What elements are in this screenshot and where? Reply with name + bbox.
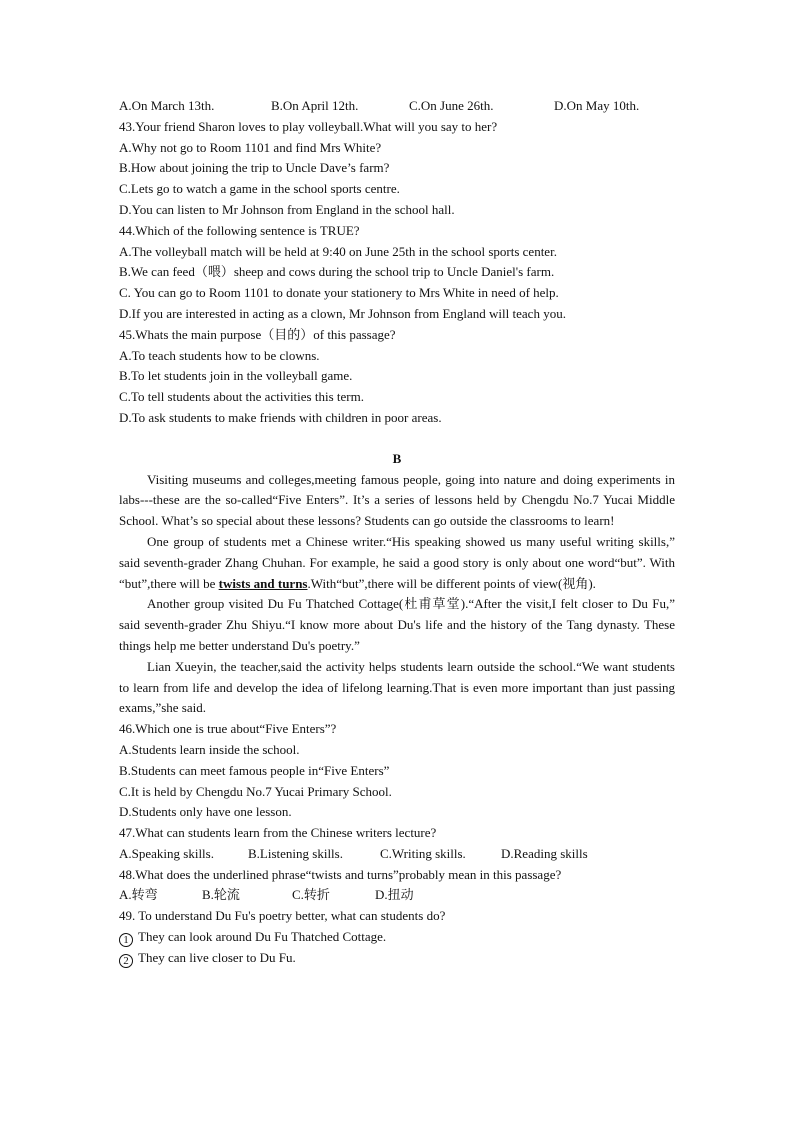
- q42-option-a: A.On March 13th.: [119, 98, 215, 113]
- q45-option-c: C.To tell students about the activities this term.: [119, 389, 364, 405]
- q46-option-b: B.Students can meet famous people in“Five Enters”: [119, 762, 390, 778]
- section-b-title: B: [392, 450, 402, 466]
- q46-option-a: A.Students learn inside the school.: [119, 741, 300, 757]
- q43-option-a: A.Why not go to Room 1101 and find Mrs White?: [119, 139, 382, 155]
- q45-option-b: B.To let students join in the volleyball game.: [119, 368, 353, 384]
- q47-options: [119, 844, 675, 865]
- underlined-phrase: twists and turns: [218, 575, 308, 591]
- q42-option-c: C.On June 26th.: [409, 98, 494, 113]
- paragraph-2-text-before: One group of students met a Chinese writer.“His speaking showed us many useful writing skills,” said seventh-grader Zhang Chuhan. For example, he said a good story is only about one word“but”. With “but”,there will be: [119, 533, 675, 591]
- q47-question: 47.What can students learn from the Chinese writers lecture?: [119, 825, 437, 841]
- q42-option-d: D.On May 10th.: [554, 98, 640, 113]
- q45-option-d: D.To ask students to make friends with children in poor areas.: [119, 409, 442, 425]
- q49-statement-1: [119, 927, 675, 948]
- q44-question: 44.Which of the following sentence is TRUE?: [119, 222, 360, 238]
- q43-question: 43.Your friend Sharon loves to play volleyball.What will you say to her?: [119, 118, 498, 134]
- q48-question: 48.What does the underlined phrase“twists and turns”probably mean in this passage?: [119, 866, 562, 882]
- q49-question: 49. To understand Du Fu's poetry better, what can students do?: [119, 908, 446, 924]
- q48-option-a: A.转弯: [119, 887, 158, 903]
- q45-question: 45.Whats the main purpose（目的）of this passage?: [119, 326, 396, 342]
- q48-option-b: B.轮流: [202, 887, 240, 903]
- q48-option-d: D.扭动: [375, 887, 414, 903]
- q46-question: 46.Which one is true about“Five Enters”?: [119, 721, 337, 737]
- q42-option-b: B.On April 12th.: [271, 98, 359, 113]
- q48-options: [119, 885, 675, 906]
- q43-option-d: D.You can listen to Mr Johnson from England in the school hall.: [119, 201, 455, 217]
- q44-option-c: C. You can go to Room 1101 to donate your stationery to Mrs White in need of help.: [119, 285, 559, 301]
- passage-paragraph-2: [119, 532, 675, 594]
- q47-option-b: B.Listening skills.: [248, 845, 343, 861]
- q45-option-a: A.To teach students how to be clowns.: [119, 347, 320, 363]
- circled-number-1: 1: [119, 933, 133, 947]
- q46-option-c: C.It is held by Chengdu No.7 Yucai Primary School.: [119, 783, 392, 799]
- paragraph-2-text-after: .With“but”,there will be different points of view(视角).: [307, 575, 596, 591]
- q44-option-a: A.The volleyball match will be held at 9:40 on June 25th in the school sports center.: [119, 243, 557, 259]
- q49-statement-2: [119, 948, 675, 969]
- passage-paragraph-4: Lian Xueyin, the teacher,said the activity helps students learn outside the school.“We want students to learn from life and develop the idea of lifelong learning.That is even more important than just passing exams,”she said.: [119, 658, 675, 716]
- q48-option-c: C.转折: [292, 887, 330, 903]
- q42-options: [119, 96, 675, 117]
- document-page: [119, 96, 675, 969]
- q49-statement-1-text: They can look around Du Fu Thatched Cottage.: [138, 929, 387, 945]
- q47-option-d: D.Reading skills: [501, 845, 588, 861]
- q44-option-b: B.We can feed（喂）sheep and cows during the school trip to Uncle Daniel's farm.: [119, 264, 555, 280]
- passage-paragraph-1: Visiting museums and colleges,meeting famous people, going into nature and doing experiments in labs---these are the so-called“Five Enters”. It’s a series of lessons held by Chengdu No.7 Yucai Middle School. What’s so special about these lessons? Students can go outside the classrooms to learn!: [119, 471, 675, 529]
- q47-option-c: C.Writing skills.: [380, 845, 466, 861]
- circled-number-2: 2: [119, 954, 133, 968]
- q43-option-c: C.Lets go to watch a game in the school sports centre.: [119, 181, 400, 197]
- q44-option-d: D.If you are interested in acting as a clown, Mr Johnson from England will teach you.: [119, 305, 566, 321]
- q47-option-a: A.Speaking skills.: [119, 845, 214, 861]
- q49-statement-2-text: They can live closer to Du Fu.: [138, 949, 296, 965]
- passage-paragraph-3: Another group visited Du Fu Thatched Cottage(杜甫草堂).“After the visit,I felt closer to Du Fu,” said seventh-grader Zhu Shiyu.“I know more about Du's life and the history of the Tang dynasty. These things help me better understand Du's poetry.”: [119, 596, 675, 653]
- q46-option-d: D.Students only have one lesson.: [119, 804, 292, 820]
- q43-option-b: B.How about joining the trip to Uncle Dave’s farm?: [119, 160, 390, 176]
